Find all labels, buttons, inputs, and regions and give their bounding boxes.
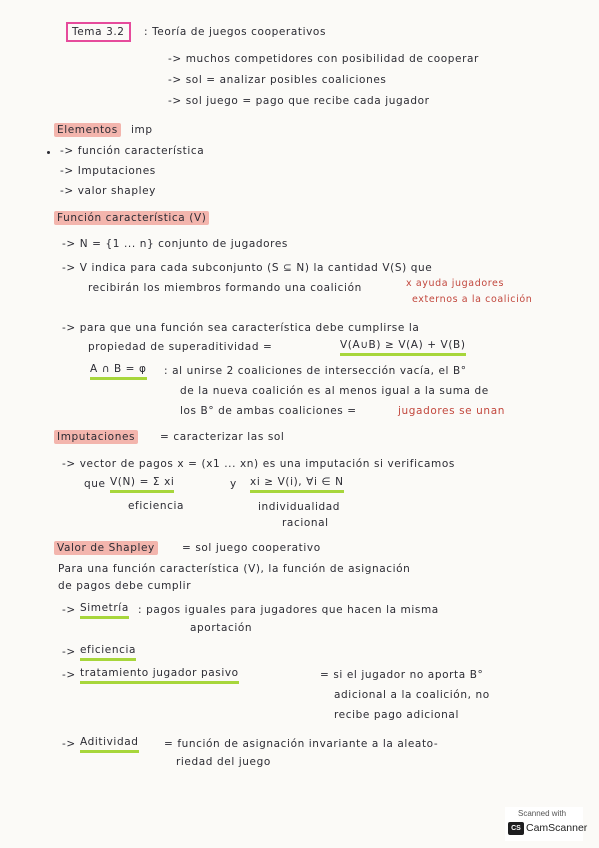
- elementos-item-2: -> Imputaciones: [60, 165, 156, 177]
- funcion-note-1: x ayuda jugadores: [406, 278, 505, 289]
- funcion-line-2a: -> V indica para cada subconjunto (S ⊆ N) la cantidad V(S) que: [62, 262, 433, 274]
- arrow-symbol: ->: [62, 646, 76, 658]
- passive-player-text-2: adicional a la coalición, no: [334, 689, 490, 701]
- funcion-heading: Función característica (V): [54, 211, 209, 225]
- efficiency-property-label: eficiencia: [80, 643, 136, 661]
- header-bullet-3: -> sol juego = pago que recibe cada jugador: [168, 95, 430, 107]
- funcion-note-2: externos a la coalición: [412, 294, 533, 305]
- imputaciones-conj: y: [230, 478, 237, 490]
- individual-rationality-formula: xi ≥ V(i), ∀i ∈ N: [250, 475, 344, 493]
- watermark-brand: CamScanner: [526, 822, 588, 834]
- symmetry-text-1: : pagos iguales para jugadores que hacen la misma: [138, 604, 439, 616]
- passive-player-text-3: recibe pago adicional: [334, 709, 459, 721]
- funcion-line-2b: recibirán los miembros formando una coalición: [88, 282, 362, 294]
- elementos-suffix: imp: [131, 124, 153, 136]
- funcion-line-1: -> N = {1 ... n} conjunto de jugadores: [62, 238, 288, 250]
- superadditivity-formula: V(A∪B) ≥ V(A) + V(B): [340, 338, 466, 356]
- passive-player-text-1: = si el jugador no aporta B°: [320, 669, 484, 681]
- additivity-text-1: = función de asignación invariante a la aleato-: [164, 738, 439, 750]
- funcion-line-4b: de la nueva coalición es al menos igual a la suma de: [180, 385, 489, 397]
- funcion-line-4c: los B° de ambas coaliciones =: [180, 405, 357, 417]
- imputaciones-que: que: [84, 478, 106, 490]
- bullet-dot: [47, 151, 50, 154]
- header-bullet-2: -> sol = analizar posibles coaliciones: [168, 74, 387, 86]
- efficiency-label: eficiencia: [128, 500, 185, 512]
- elementos-heading: Elementos: [54, 123, 121, 137]
- funcion-line-4c-red: jugadores se unan: [398, 405, 505, 417]
- camscanner-logo-icon: CS: [508, 822, 524, 835]
- individual-rationality-label-2: racional: [282, 517, 329, 529]
- shapley-suffix: = sol juego cooperativo: [182, 542, 321, 554]
- arrow-symbol: ->: [62, 669, 76, 681]
- funcion-line-3a: -> para que una función sea característica debe cumplirse la: [62, 322, 420, 334]
- imputaciones-suffix: = caracterizar las sol: [160, 431, 285, 443]
- arrow-symbol: ->: [62, 738, 76, 750]
- shapley-intro-1: Para una función característica (V), la función de asignación: [58, 563, 411, 575]
- elementos-item-1: -> función característica: [60, 145, 205, 157]
- additivity-label: Aditividad: [80, 735, 139, 753]
- empty-intersection-condition: A ∩ B = φ: [90, 362, 147, 380]
- symmetry-label: Simetría: [80, 601, 129, 619]
- symmetry-text-2: aportación: [190, 622, 253, 634]
- topic-number: Tema 3.2: [66, 22, 131, 42]
- imputaciones-line-1: -> vector de pagos x = (x1 ... xn) es una imputación si verificamos: [62, 458, 455, 470]
- individual-rationality-label-1: individualidad: [258, 501, 341, 513]
- passive-player-label: tratamiento jugador pasivo: [80, 666, 239, 684]
- funcion-line-3b: propiedad de superaditividad =: [88, 341, 273, 353]
- additivity-text-2: riedad del juego: [176, 756, 271, 768]
- camscanner-watermark: [505, 807, 588, 841]
- imputaciones-heading: Imputaciones: [54, 430, 138, 444]
- funcion-line-4a: : al unirse 2 coaliciones de intersección vacía, el B°: [164, 365, 467, 377]
- page-title: : Teoría de juegos cooperativos: [144, 26, 327, 38]
- efficiency-formula: V(N) = Σ xi: [110, 475, 174, 493]
- shapley-heading: Valor de Shapley: [54, 541, 158, 555]
- watermark-caption: Scanned with: [518, 809, 567, 818]
- header-bullet-1: -> muchos competidores con posibilidad de cooperar: [168, 53, 479, 65]
- elementos-item-3: -> valor shapley: [60, 185, 156, 197]
- shapley-intro-2: de pagos debe cumplir: [58, 580, 192, 592]
- arrow-symbol: ->: [62, 604, 76, 616]
